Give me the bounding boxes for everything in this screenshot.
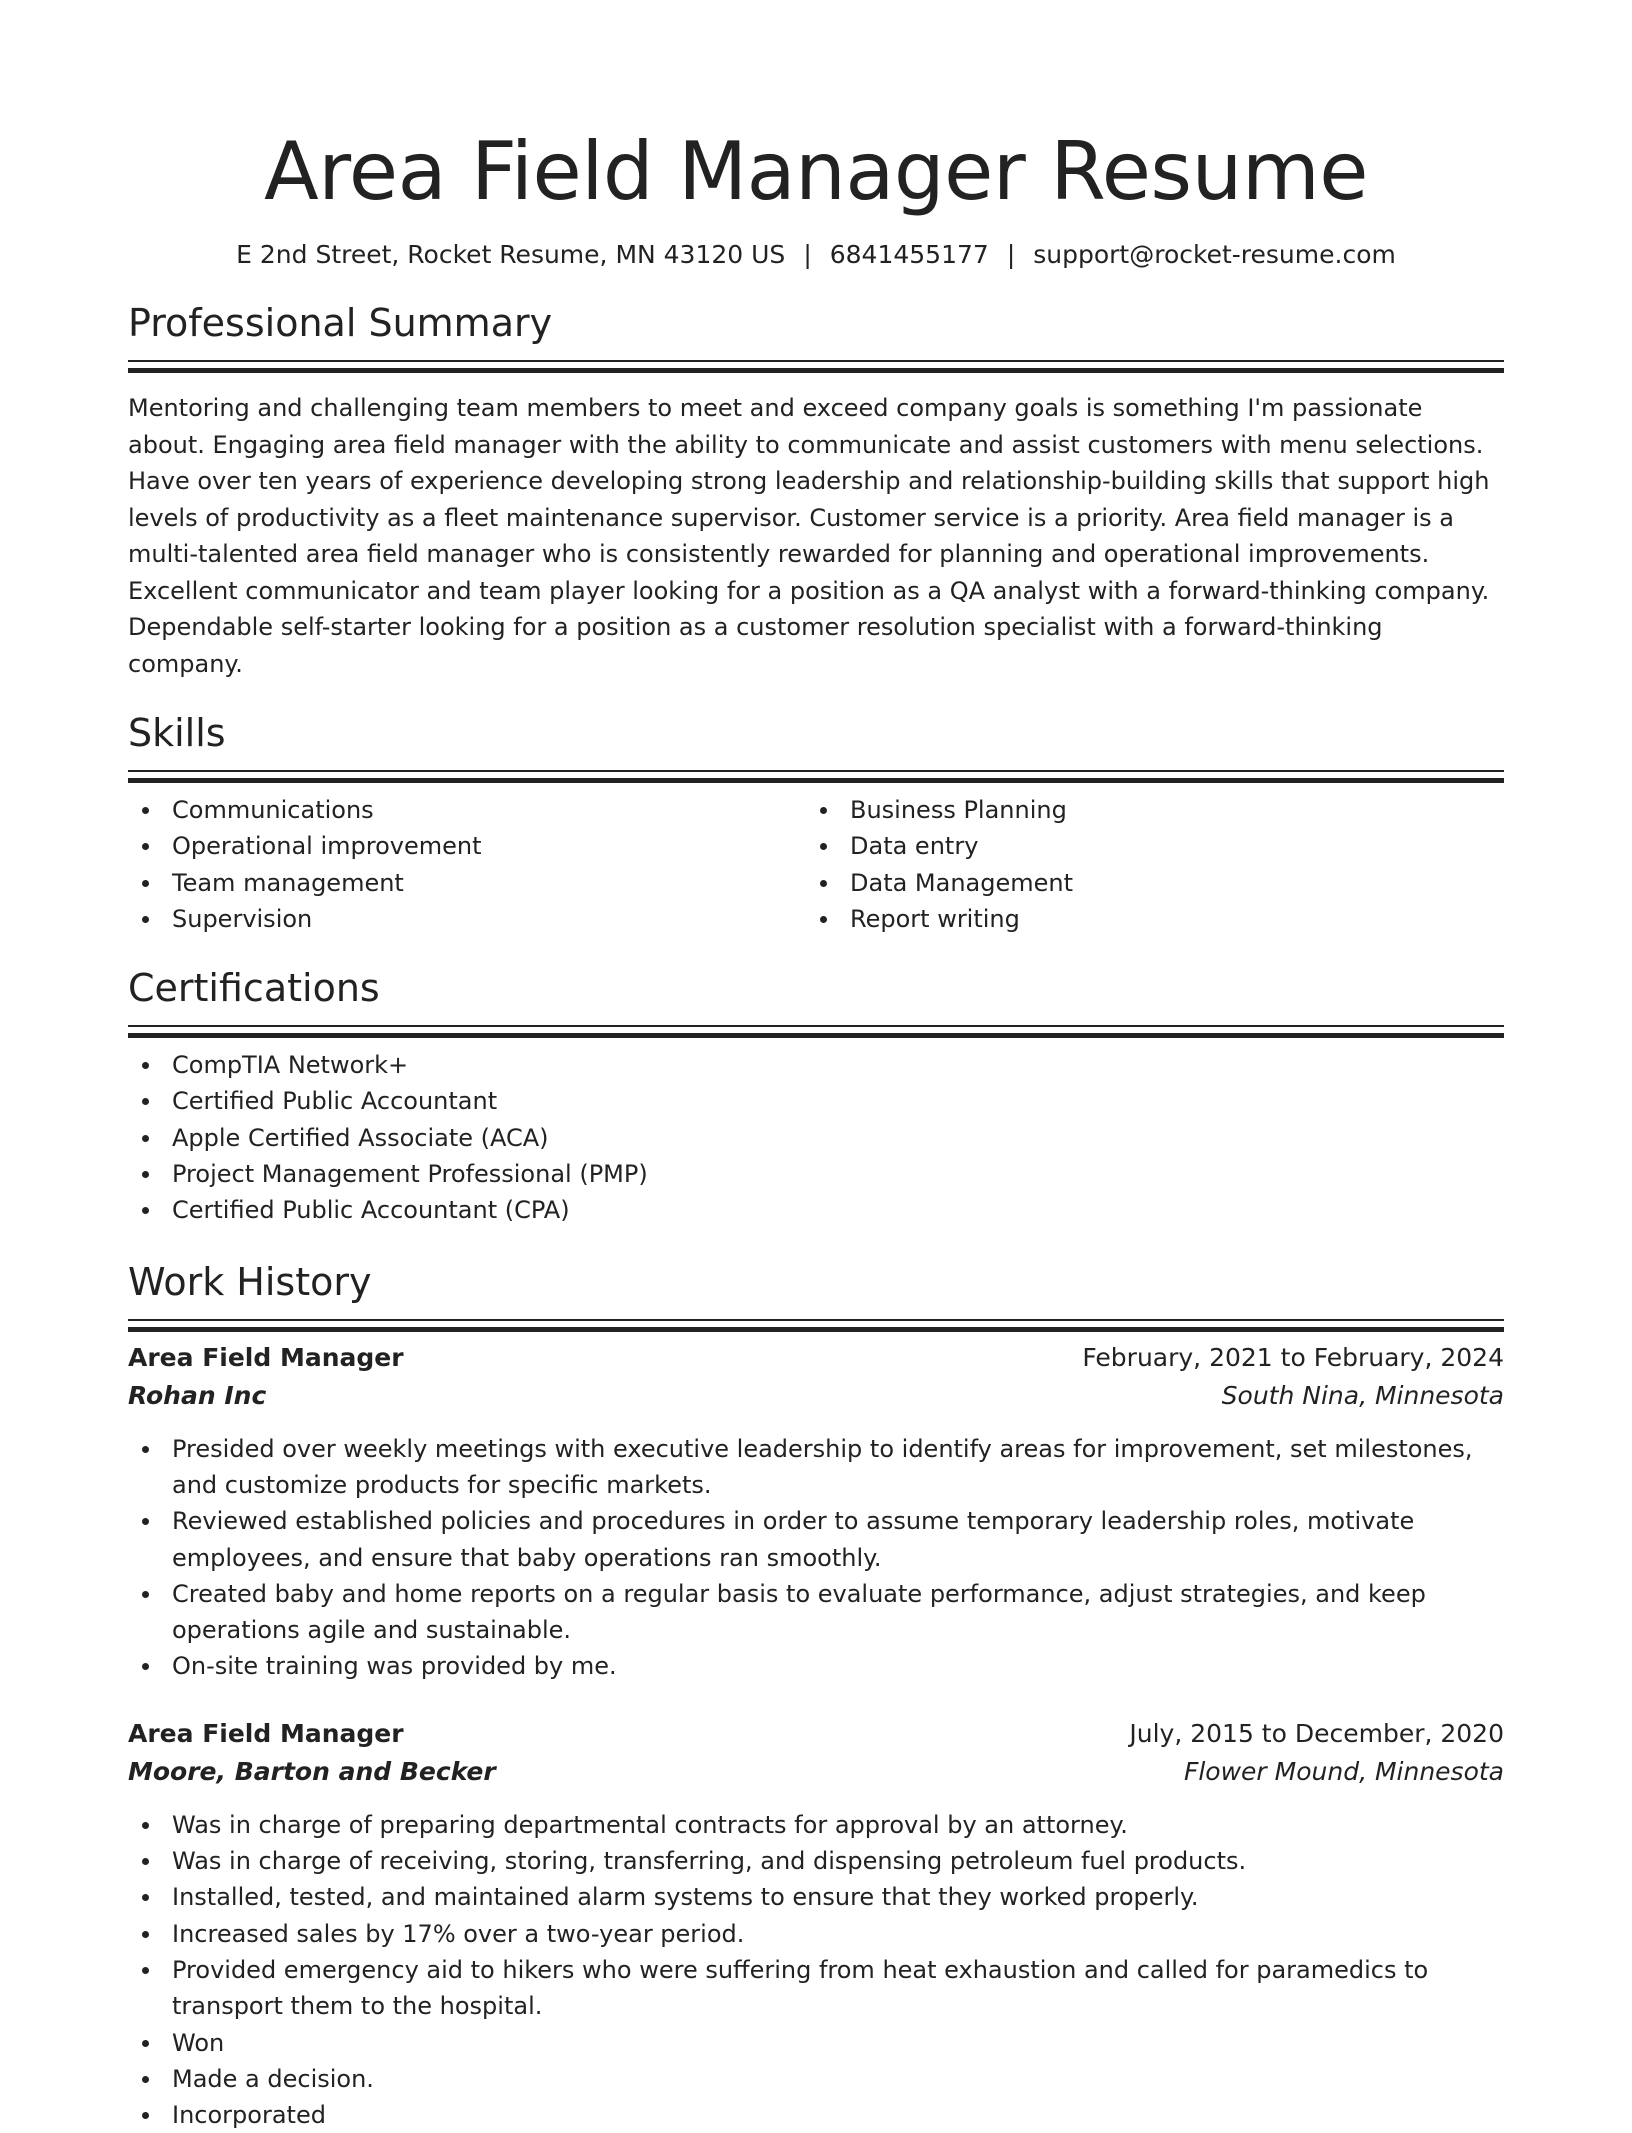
skill-item [128, 865, 806, 901]
certification-label: CompTIA Network+ [172, 1051, 409, 1080]
job-duty-item [128, 2061, 1504, 2097]
job-duty-text: Increased sales by 17% over a two-year period. [172, 1919, 745, 1948]
job-duty-item [128, 1879, 1504, 1915]
skill-label: Data entry [850, 832, 979, 861]
job-duty-item [128, 1807, 1504, 1843]
skill-label: Team management [172, 868, 404, 897]
section-divider [128, 1025, 1504, 1027]
certification-item [128, 1083, 1504, 1119]
job-duty-text: Made a decision. [172, 2064, 374, 2093]
certification-label: Project Management Professional (PMP) [172, 1160, 648, 1189]
summary-text: Mentoring and challenging team members to meet and exceed company goals is something I'm passionate about. Engaging area field manager with the ability to communicate and assist customers with menu selections. Have over ten years of experience developing strong leadership and relationship-building skills that support high levels of productivity as a fleet maintenance supervisor. Customer service is a priority. Area field manager is a multi-talented area field manager who is consistently rewarded for planning and operational improvements. Excellent communicator and team player looking for a position as a QA analyst with a forward-thinking company. Dependable self-starter looking for a position as a customer resolution specialist with a forward-thinking company. [128, 394, 1490, 678]
section-heading-work-history: Work History [128, 1259, 372, 1304]
certification-item [128, 1192, 1504, 1228]
bullet-icon [142, 1858, 149, 1865]
skill-item [806, 865, 1484, 901]
contact-separator: | [1006, 240, 1016, 269]
skill-label: Supervision [172, 904, 313, 933]
job-duties-list [128, 1431, 1504, 1685]
bullet-icon [820, 880, 827, 887]
job-duty-text: Presided over weekly meetings with executive leadership to identify areas for improvement, set milestones, and customize products for specific markets. [172, 1434, 1473, 1499]
bullet-icon [820, 916, 827, 923]
skills-list-right [806, 792, 1484, 937]
skill-item [806, 901, 1484, 937]
job-duty-item [128, 1648, 1504, 1684]
contact-email: support@rocket-resume.com [1033, 240, 1396, 269]
bullet-icon [142, 2076, 149, 2083]
bullet-icon [142, 1931, 149, 1938]
certification-item [128, 1156, 1504, 1192]
skills-list-left [128, 792, 806, 937]
section-heading-summary: Professional Summary [128, 301, 553, 345]
certification-label: Apple Certified Associate (ACA) [172, 1123, 549, 1152]
job-company: Moore, Barton and Becker [128, 1756, 496, 1786]
section-divider [128, 770, 1504, 772]
skill-label: Report writing [850, 904, 1020, 933]
skill-item [128, 901, 806, 937]
skill-item [806, 792, 1484, 828]
job-location: Flower Mound, Minnesota [1183, 1756, 1504, 1786]
bullet-icon [142, 1967, 149, 1974]
contact-line [128, 238, 1504, 272]
skill-label: Communications [172, 796, 374, 824]
bullet-icon [142, 880, 149, 887]
job-duty-text: Won [172, 2028, 225, 2057]
job-duties-list [128, 1807, 1504, 2133]
job-duty-text: Was in charge of receiving, storing, transferring, and dispensing petroleum fuel products. [172, 1847, 1247, 1876]
job-duty-item [128, 1916, 1504, 1952]
bullet-icon [142, 1591, 149, 1598]
job-header-row [128, 1339, 1504, 1377]
job-location: South Nina, Minnesota [1221, 1380, 1504, 1410]
job-duty-text: Provided emergency aid to hikers who were suffering from heat exhaustion and called for paramedics to transport them to the hospital. [172, 1955, 1429, 2021]
section-divider [128, 1319, 1504, 1321]
bullet-icon [142, 1171, 149, 1178]
job-title: Area Field Manager [128, 1342, 404, 1372]
job-company-row [128, 1753, 1504, 1791]
job-duty-text: On-site training was provided by me. [172, 1652, 617, 1681]
bullet-icon [142, 1207, 149, 1214]
work-history-section [128, 1259, 1504, 2133]
section-heading-certifications: Certifications [128, 966, 380, 1011]
bullet-icon [142, 2112, 149, 2119]
bullet-icon [142, 1663, 149, 1670]
job-duty-item [128, 1952, 1504, 2025]
contact-separator: | [803, 240, 812, 269]
section-heading-skills: Skills [128, 711, 226, 755]
bullet-icon [142, 1098, 149, 1105]
job-duty-item [128, 1843, 1504, 1879]
resume-title: Area Field Manager Resume [264, 125, 1368, 218]
job-entry [128, 1339, 1504, 1685]
bullet-icon [142, 1518, 149, 1525]
skill-label: Data Management [850, 868, 1074, 897]
job-duty-text: Reviewed established policies and procedures in order to assume temporary leadership roles, motivate employees, and ensure that baby operations ran smoothly. [172, 1507, 1415, 1572]
contact-address: E 2nd Street, Rocket Resume, MN 43120 US [236, 240, 786, 269]
bullet-icon [142, 843, 149, 850]
skill-item [806, 828, 1484, 864]
bullet-icon [142, 1446, 149, 1453]
job-company: Rohan Inc [128, 1380, 267, 1410]
certifications-list [128, 1047, 1504, 1228]
bullet-icon [142, 1135, 149, 1142]
job-duty-item [128, 2025, 1504, 2061]
job-duty-text: Installed, tested, and maintained alarm systems to ensure that they worked properly. [172, 1883, 1199, 1912]
bullet-icon [142, 2040, 149, 2047]
skills-section [128, 710, 1504, 937]
summary-section [128, 300, 1504, 682]
job-duty-item [128, 1576, 1504, 1649]
skill-item [128, 828, 806, 864]
section-divider [128, 360, 1504, 362]
certification-item [128, 1120, 1504, 1156]
job-header-row [128, 1715, 1504, 1753]
certification-label: Certified Public Accountant [172, 1087, 498, 1116]
job-duty-text: Created baby and home reports on a regular basis to evaluate performance, adjust strategies, and keep operations agile and sustainable. [172, 1579, 1426, 1645]
skill-label: Business Planning [850, 796, 1067, 824]
job-duty-item [128, 1431, 1504, 1504]
job-duty-item [128, 2097, 1504, 2133]
resume-page [128, 0, 1504, 2133]
job-duty-text: Was in charge of preparing departmental contracts for approval by an attorney. [172, 1810, 1128, 1839]
bullet-icon [820, 807, 827, 814]
skill-label: Operational improvement [172, 832, 482, 861]
job-duty-text: Incorporated [172, 2101, 326, 2130]
skill-item [128, 792, 806, 828]
certifications-section [128, 965, 1504, 1228]
job-dates: July, 2015 to December, 2020 [1129, 1718, 1504, 1748]
bullet-icon [142, 1062, 149, 1069]
skills-grid [128, 792, 1504, 937]
certification-item [128, 1047, 1504, 1083]
job-entry [128, 1715, 1504, 2133]
job-company-row [128, 1377, 1504, 1415]
job-dates: February, 2021 to February, 2024 [1082, 1342, 1504, 1372]
contact-phone: 6841455177 [829, 240, 989, 269]
bullet-icon [142, 1822, 149, 1829]
bullet-icon [142, 807, 149, 814]
bullet-icon [142, 916, 149, 923]
job-duty-item [128, 1503, 1504, 1576]
job-title: Area Field Manager [128, 1718, 404, 1748]
bullet-icon [820, 843, 827, 850]
bullet-icon [142, 1894, 149, 1901]
certification-label: Certified Public Accountant (CPA) [172, 1196, 570, 1225]
